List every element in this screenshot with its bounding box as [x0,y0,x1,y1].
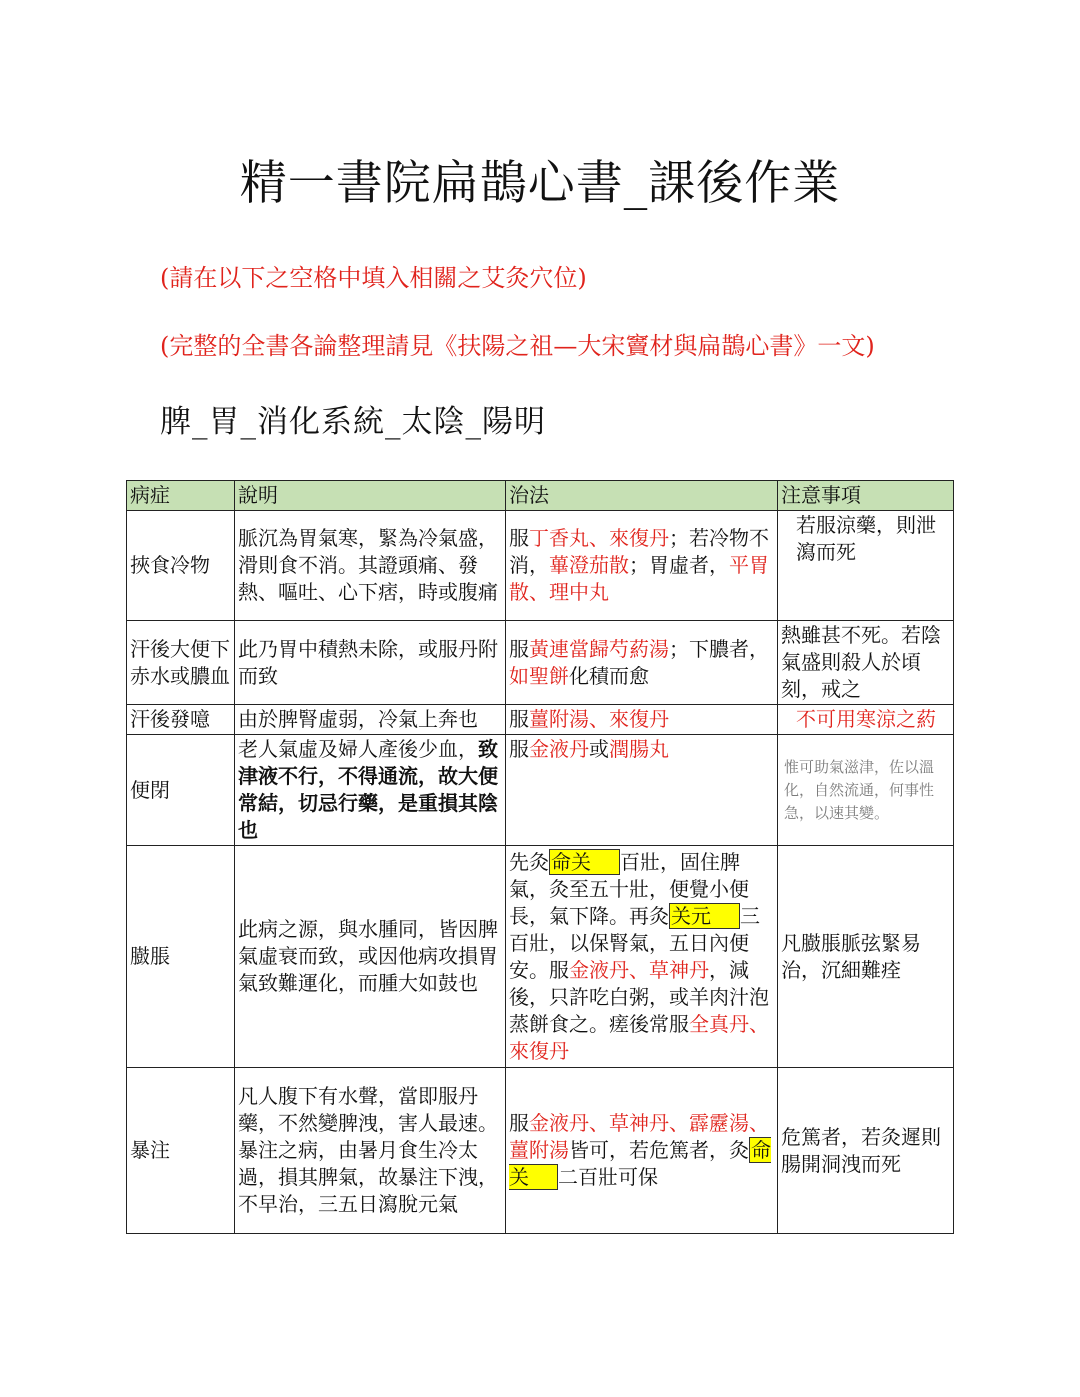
treat-text: 二百壯可保 [558,1165,658,1189]
note-cell: 危篤者，若灸遲則腸開洞洩而死 [778,1068,954,1234]
table-header-row [127,481,954,511]
disease-cell: 挾食冷物 [127,511,235,621]
remedy-name: 如聖餅 [509,663,569,688]
treat-text: 或 [589,737,609,761]
disease-cell: 便閉 [127,735,235,846]
treat-text: ；胃虛者， [629,553,729,577]
treat-text: 服 [509,707,529,731]
header-desc: 說明 [235,481,506,511]
section-title: 脾_胃_消化系統_太陰_陽明 [160,404,546,440]
table-row [127,1068,954,1234]
header-disease: 病症 [127,481,235,511]
desc-cell: 由於脾腎虛弱，冷氣上奔也 [235,705,506,735]
treat-text: 先灸 [509,849,549,874]
treat-text: ；若冷物不消， [509,526,769,577]
instruction-note: (請在以下之空格中填入相關之艾灸穴位) [160,264,587,292]
remedy-name: 金液丹、草神丹、霹靂湯、薑附湯 [509,1111,769,1162]
remedy-name: 潤腸丸 [609,737,669,761]
table-row [127,511,954,621]
note-cell: 不可用寒涼之葯 [778,705,954,735]
treat-text: 服 [509,737,529,761]
treat-text: ，減後，只許吃白粥，或羊肉汁泡蒸餅食之。瘥後常服 [509,957,769,1036]
treat-text: 百壯，固住脾氣，灸至五十壯，便覺小便長，氣下降。再灸 [509,849,749,928]
treat-text: 服 [509,1111,529,1135]
disease-cell: 暴注 [127,1068,235,1234]
remedy-name: 金液丹、草神丹 [569,957,709,982]
treat-text: ；下膿者， [669,636,769,661]
header-note: 注意事項 [778,481,954,511]
header-treat: 治法 [506,481,778,511]
desc-cell [235,735,506,846]
acupoint-table [126,480,954,1234]
treat-cell [506,705,778,735]
desc-bold: 致津液不行，不得通流，故大便常結，切忌行藥，是重損其陰也 [238,737,498,842]
remedy-name: 全真丹、來復丹 [509,1011,769,1063]
page-title: 精一書院扁鵲心書_課後作業 [239,156,841,211]
note-cell: 凡臌脹脈弦緊易治，沉細難痊 [778,846,954,1068]
acupoint-blank[interactable]: 命关 [549,849,620,875]
remedy-name: 薑附湯、來復丹 [529,707,669,731]
treat-text: 三百壯，以保腎氣，五日內便安。服 [509,903,760,982]
note-cell: 惟可助氣滋津，佐以溫化，自然流通，何事性急，以速其變。 [778,735,954,846]
treat-text: 服 [509,636,529,661]
treat-text: 皆可，若危篤者，灸 [569,1138,749,1162]
desc-plain: 老人氣虛及婦人產後少血， [238,737,478,761]
disease-cell: 臌脹 [127,846,235,1068]
treat-cell [506,846,778,1068]
remedy-name: 蓽澄茄散 [549,553,629,577]
treat-cell [506,621,778,705]
disease-cell: 汗後大便下赤水或膿血 [127,621,235,705]
note-cell: 熱雖甚不死。若陰氣盛則殺人於頃刻，戒之 [778,621,954,705]
acupoint-blank[interactable]: 命关 [509,1138,771,1189]
table-row [127,846,954,1068]
treat-cell [506,735,778,846]
treat-cell [506,511,778,621]
disease-cell: 汗後發噫 [127,705,235,735]
desc-cell: 此乃胃中積熱未除，或服丹附而致 [235,621,506,705]
desc-cell: 脈沉為胃氣寒，緊為冷氣盛，滑則食不消。其證頭痛、發熱、嘔吐、心下痞，時或腹痛 [235,511,506,621]
note-cell: 若服涼藥，則泄瀉而死 [778,511,954,621]
reference-note: (完整的全書各論整理請見《扶陽之祖—大宋竇材與扁鵲心書》一文) [160,332,875,360]
treat-text: 化積而愈 [569,663,649,688]
treat-cell [506,1068,778,1234]
desc-cell: 此病之源，與水腫同，皆因脾氣虛衰而致，或因他病攻損胃氣致難運化，而腫大如鼓也 [235,846,506,1068]
table-row [127,735,954,846]
table-row [127,621,954,705]
desc-cell: 凡人腹下有水聲，當即服丹藥，不然變脾洩，害人最速。暴注之病，由暑月食生冷太過，損其脾氣，故暴注下洩，不早治，三五日瀉脫元氣 [235,1068,506,1234]
remedy-name: 金液丹 [529,737,589,761]
remedy-name: 黃連當歸芍葯湯 [529,636,669,661]
remedy-name: 平胃散、理中丸 [509,553,769,604]
treat-text: 服 [509,526,529,550]
table-row [127,705,954,735]
acupoint-blank[interactable]: 关元 [669,903,740,929]
remedy-name: 丁香丸、來復丹 [529,526,669,550]
